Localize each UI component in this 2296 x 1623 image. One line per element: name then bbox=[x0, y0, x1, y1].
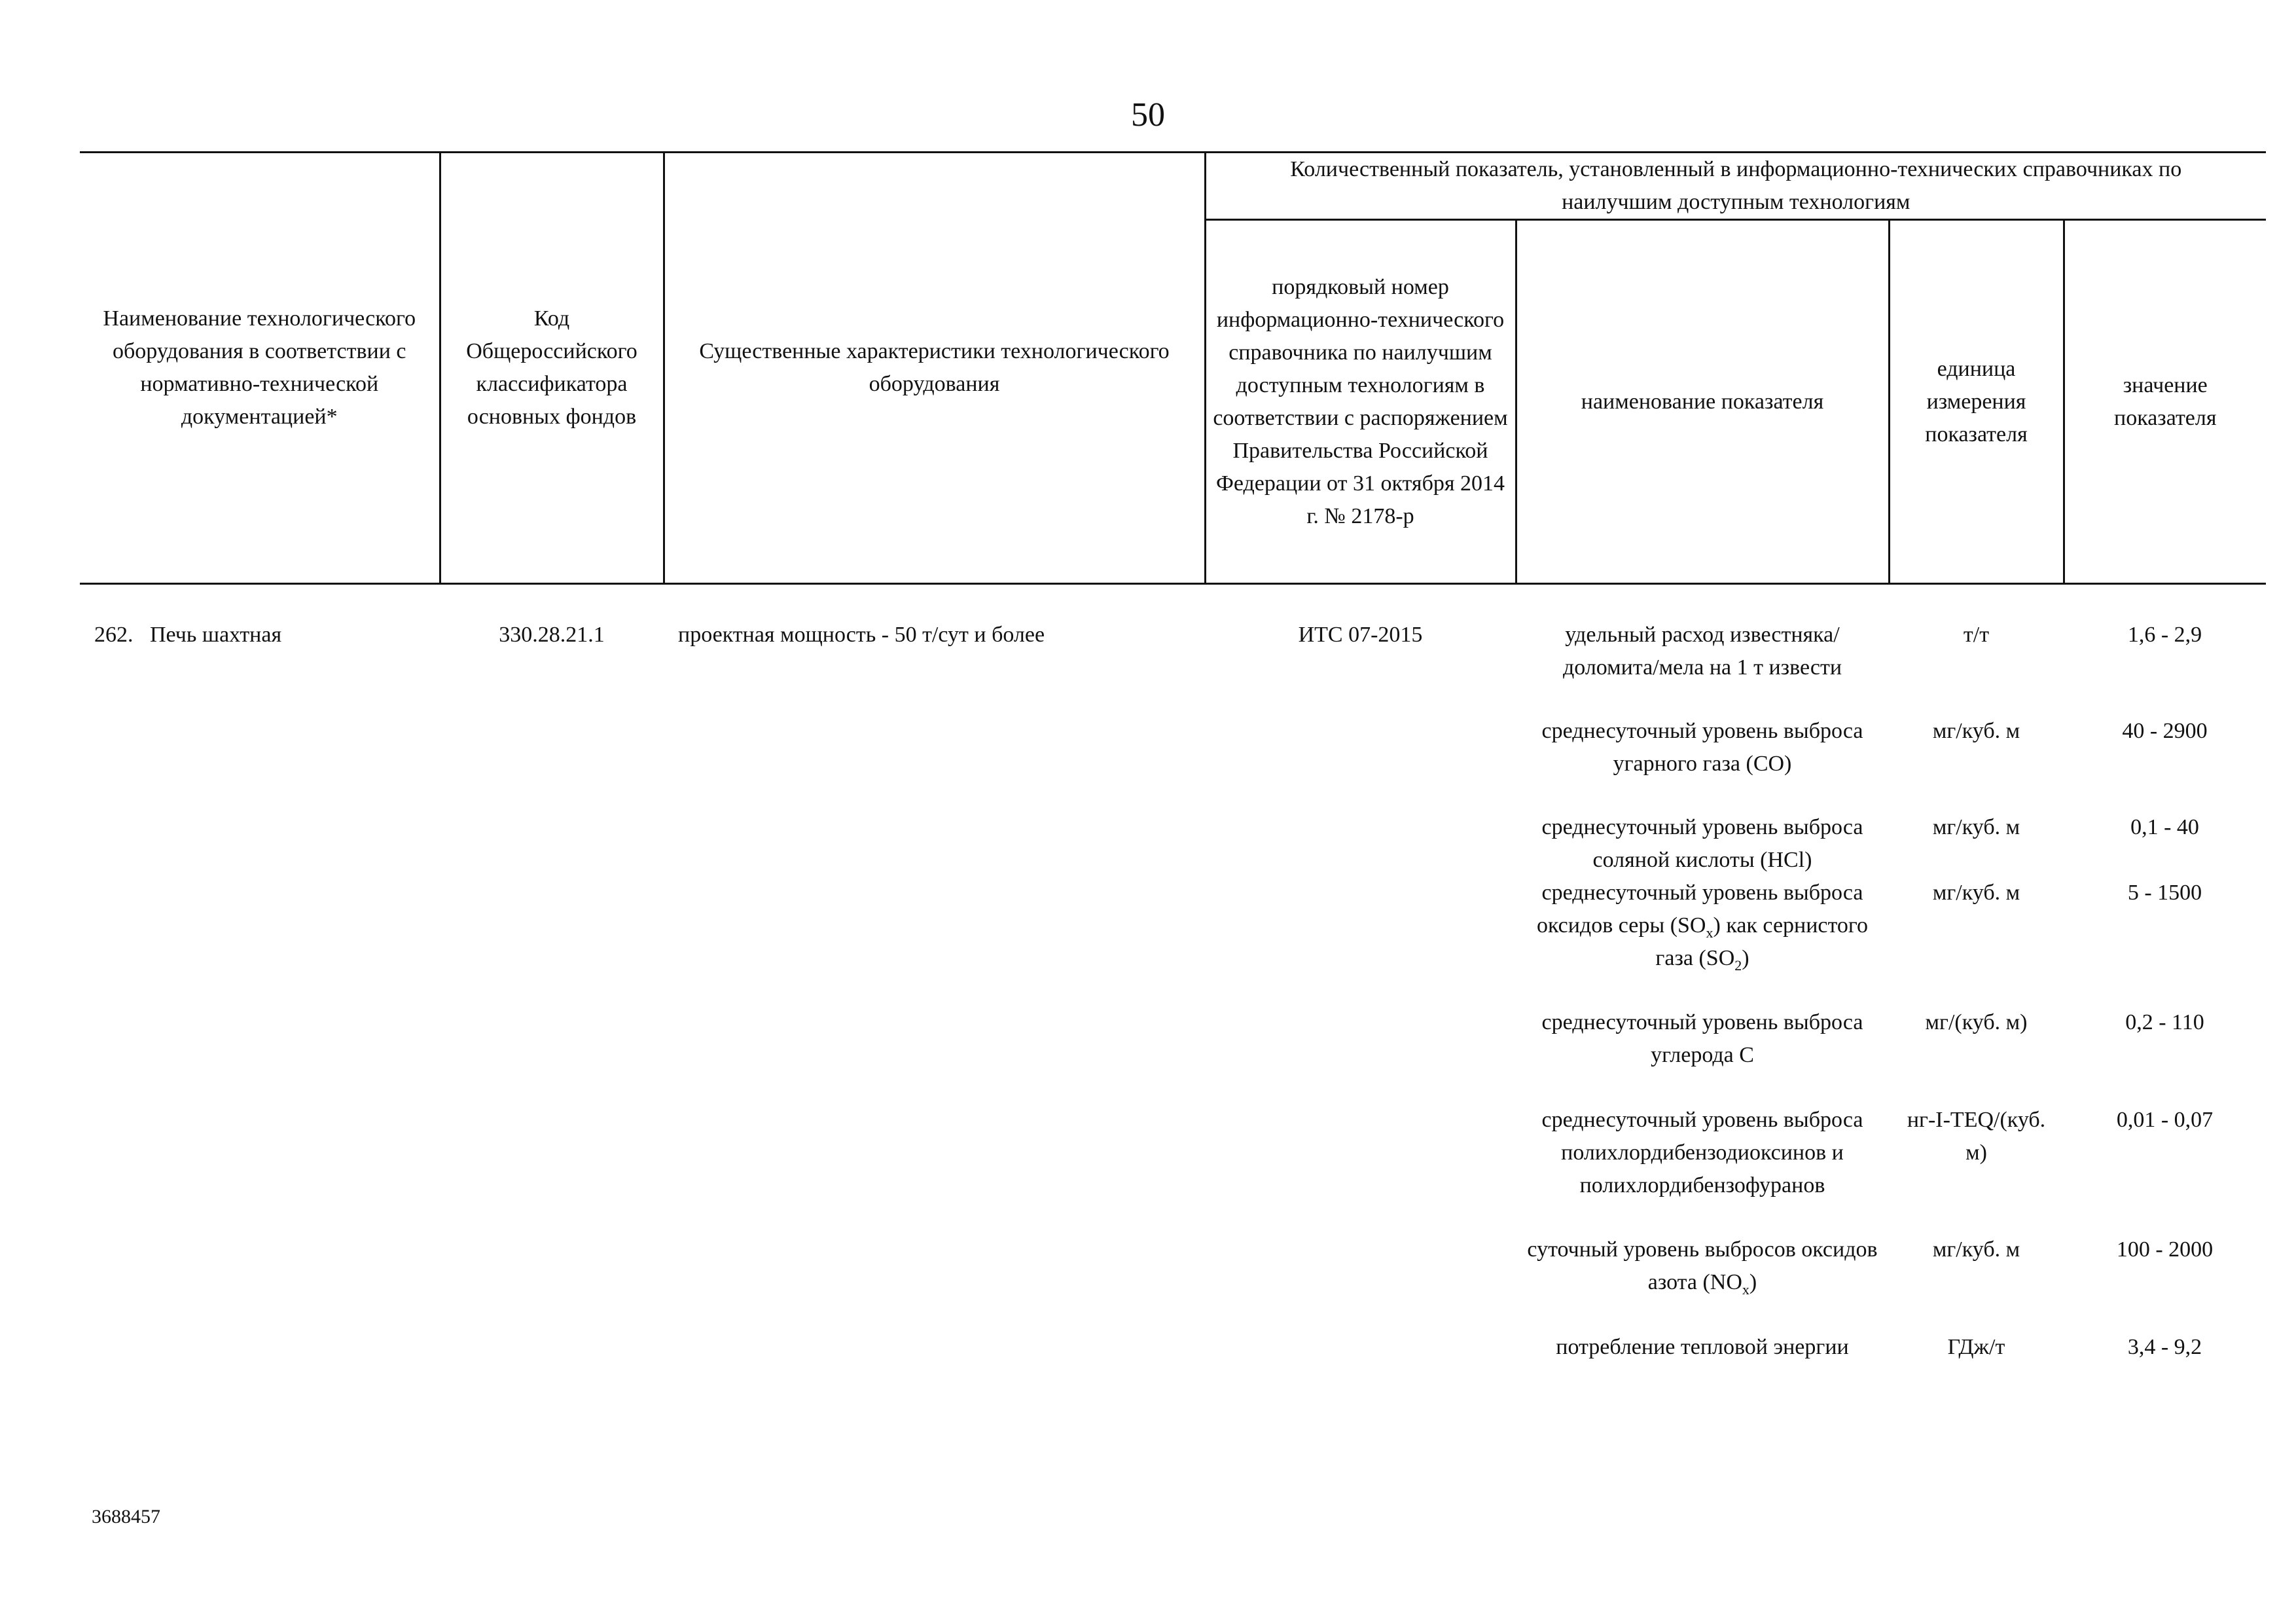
okof-code: 330.28.21.1 bbox=[499, 623, 605, 647]
indicator-unit: мг/куб. м bbox=[1932, 1237, 2020, 1262]
header-its-number: порядковый номер информационно-технического справочника по наилучшим доступным технологиям в соответствии с распоряжением Правительства Российской Федерации от 31 октября 2014 г. № 2178-р bbox=[1205, 220, 1516, 584]
equipment-name: Печь шахтная bbox=[150, 623, 282, 647]
table-row bbox=[80, 811, 2266, 877]
indicator-value: 100 - 2000 bbox=[2116, 1237, 2214, 1262]
header-okof-code: Код Общероссийского классификатора основных фондов bbox=[440, 153, 664, 584]
indicator-name: среднесуточный уровень выброса соляной кислоты (HCl) bbox=[1541, 815, 1863, 872]
indicator-unit: мг/куб. м bbox=[1932, 881, 2020, 905]
its-number: ИТС 07-2015 bbox=[1298, 623, 1423, 647]
header-row-1 bbox=[80, 153, 2266, 220]
indicator-unit: мг/куб. м bbox=[1932, 815, 2020, 839]
table-row bbox=[80, 1006, 2266, 1104]
indicator-unit: мг/(куб. м) bbox=[1925, 1010, 2028, 1034]
record-number: 262. bbox=[94, 623, 134, 647]
indicator-name: среднесуточный уровень выброса углерода C bbox=[1541, 1010, 1863, 1067]
indicator-unit: т/т bbox=[1963, 623, 1990, 647]
indicator-name: среднесуточный уровень выброса оксидов серы $(SO_x)$ как сернистого газа $(SO_2)$ bbox=[1536, 881, 1869, 974]
header-equipment-name: Наименование технологического оборудования в соответствии с нормативно-технической документацией* bbox=[80, 153, 440, 584]
document-code: 3688457 bbox=[92, 1506, 160, 1527]
indicator-unit: ГДж/т bbox=[1947, 1335, 2005, 1359]
page-number: 50 bbox=[1131, 96, 1165, 134]
table-row bbox=[80, 584, 2266, 716]
table-row bbox=[80, 1104, 2266, 1233]
header-indicator-name: наименование показателя bbox=[1516, 220, 1889, 584]
indicator-name: среднесуточный уровень выброса полихлордибензодиоксинов и полихлордибензофуранов bbox=[1541, 1108, 1863, 1197]
indicator-name: среднесуточный уровень выброса угарного газа (CO) bbox=[1541, 719, 1863, 776]
indicator-value: 40 - 2900 bbox=[2122, 719, 2208, 743]
header-unit: единица измерения показателя bbox=[1889, 220, 2064, 584]
indicator-name: суточный уровень выбросов оксидов азота $(NO_x)$ bbox=[1527, 1237, 1878, 1298]
indicator-name: удельный расход известняка/доломита/мела на 1 т извести bbox=[1562, 623, 1842, 680]
header-value: значение показателя bbox=[2064, 220, 2266, 584]
header-characteristics: Существенные характеристики технологического оборудования bbox=[664, 153, 1205, 584]
equipment-characteristics: проектная мощность - 50 т/сут и более bbox=[678, 623, 1045, 647]
table-row bbox=[80, 715, 2266, 811]
indicator-name: потребление тепловой энергии bbox=[1556, 1335, 1849, 1359]
indicator-value: 5 - 1500 bbox=[2127, 881, 2202, 905]
indicator-unit: мг/куб. м bbox=[1932, 719, 2020, 743]
indicator-value: 3,4 - 9,2 bbox=[2127, 1335, 2202, 1359]
table-row bbox=[80, 877, 2266, 1006]
equipment-name-cell bbox=[80, 584, 440, 716]
indicator-value: 0,1 - 40 bbox=[2130, 815, 2199, 839]
table-row bbox=[80, 1233, 2266, 1331]
indicator-value: 0,01 - 0,07 bbox=[2116, 1108, 2214, 1132]
header-quantitative-indicator: Количественный показатель, установленный в информационно-технических справочниках по наилучшим доступным технологиям bbox=[1205, 153, 2266, 220]
equipment-table bbox=[80, 151, 2266, 1364]
indicator-value: 0,2 - 110 bbox=[2125, 1010, 2204, 1034]
indicator-unit: нг-I-TEQ/(куб. м) bbox=[1907, 1108, 2046, 1165]
indicator-value: 1,6 - 2,9 bbox=[2127, 623, 2202, 647]
table-row bbox=[80, 1331, 2266, 1364]
